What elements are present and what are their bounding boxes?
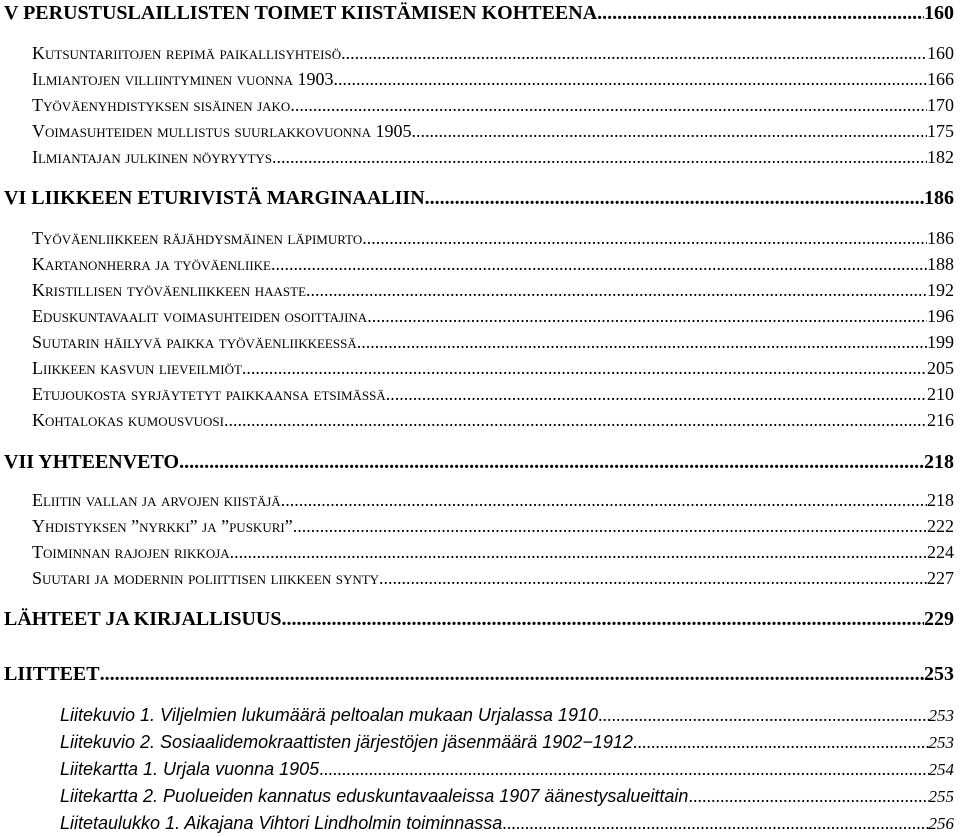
toc-entry-title: Työväenyhdistyksen sisäinen jako — [32, 95, 291, 115]
toc-page-number: 218 — [924, 451, 954, 473]
toc-appendix[interactable] — [60, 732, 954, 753]
toc-page-number: 170 — [927, 95, 954, 115]
toc-entry-title: VII YHTEENVETO — [4, 451, 180, 473]
toc-page-number: 196 — [927, 306, 954, 326]
toc-page-number: 253 — [928, 706, 954, 725]
toc-page-number: 186 — [924, 187, 954, 209]
dot-leader — [362, 228, 927, 249]
toc-page-number: 229 — [924, 608, 954, 630]
toc-entry-title: Liikkeen kasvun lieveilmiöt — [32, 358, 242, 378]
dot-leader — [502, 813, 928, 834]
toc-page-number: 160 — [924, 2, 954, 24]
toc-entry-title: Voimasuhteiden mullistus suurlakkovuonna 1905 — [32, 121, 412, 141]
toc-chapter-v[interactable] — [4, 2, 954, 25]
toc-entry-title: Kristillisen työväenliikkeen haaste — [32, 280, 307, 300]
toc-chapter-vi[interactable] — [4, 187, 954, 210]
toc-entry-title: LIITTEET — [4, 663, 100, 685]
toc-section[interactable] — [32, 358, 954, 379]
toc-section[interactable] — [32, 384, 954, 405]
toc-section[interactable] — [32, 516, 954, 537]
toc-entry-title: Eliitin vallan ja arvojen kiistäjä — [32, 490, 281, 510]
toc-appendix[interactable] — [60, 786, 954, 807]
toc-entry-title: Etujoukosta syrjäytetyt paikkaansa etsimässä — [32, 384, 386, 404]
dot-leader — [367, 306, 927, 327]
dot-leader — [598, 705, 929, 726]
dot-leader — [425, 187, 924, 210]
toc-page-number: 253 — [924, 663, 954, 685]
toc-page-number: 256 — [928, 814, 954, 833]
toc-entry-title: Liitekuvio 2. Sosiaalidemokraattisten järjestöjen jäsenmäärä 1902−1912 — [60, 732, 633, 752]
toc-entry-title: Yhdistyksen ”nyrkki” ja ”puskuri” — [32, 516, 293, 536]
dot-leader — [224, 410, 927, 431]
toc-entry-title: Ilmiantojen villiintyminen vuonna 1903 — [32, 69, 334, 89]
toc-section[interactable] — [32, 228, 954, 249]
dot-leader — [100, 663, 924, 686]
toc-section[interactable] — [32, 306, 954, 327]
toc-section[interactable] — [32, 410, 954, 431]
dot-leader — [341, 43, 927, 64]
dot-leader — [412, 121, 927, 142]
toc-chapter-vii[interactable] — [4, 451, 954, 474]
dot-leader — [306, 280, 927, 301]
toc-section[interactable] — [32, 280, 954, 301]
toc-section[interactable] — [32, 43, 954, 64]
dot-leader — [633, 732, 929, 753]
dot-leader — [597, 2, 924, 25]
dot-leader — [281, 490, 927, 511]
toc-section[interactable] — [32, 147, 954, 168]
toc-appendix[interactable] — [60, 705, 954, 726]
toc-page-number: 224 — [927, 542, 954, 562]
dot-leader — [319, 759, 928, 780]
toc-entry-title: Kutsuntariitojen repimä paikallisyhteisö — [32, 43, 342, 63]
toc-appendix[interactable] — [60, 759, 954, 780]
toc-entry-title: V PERUSTUSLAILLISTEN TOIMET KIISTÄMISEN KOHTEENA — [4, 2, 598, 24]
toc-page-number: 175 — [927, 121, 954, 141]
dot-leader — [271, 254, 927, 275]
dot-leader — [179, 451, 924, 474]
toc-section[interactable] — [32, 568, 954, 589]
toc-entry-title: Suutarin häilyvä paikka työväenliikkeessä — [32, 332, 357, 352]
toc-entry-title: Ilmiantajan julkinen nöyryytys — [32, 147, 272, 167]
toc-page-number: 186 — [927, 228, 954, 248]
toc-section[interactable] — [32, 254, 954, 275]
toc-entry-title: Liitekartta 2. Puolueiden kannatus eduskuntavaaleissa 1907 äänestysalueittain — [60, 786, 689, 806]
toc-entry-title: Eduskuntavaalit voimasuhteiden osoittajina — [32, 306, 368, 326]
toc-section[interactable] — [32, 95, 954, 116]
toc-page-number: 218 — [927, 490, 954, 510]
toc-section[interactable] — [32, 332, 954, 353]
dot-leader — [379, 568, 927, 589]
toc-entry-title: Liitetaulukko 1. Aikajana Vihtori Lindholmin toiminnassa — [60, 813, 503, 833]
toc-section[interactable] — [32, 542, 954, 563]
toc-section[interactable] — [32, 121, 954, 142]
dot-leader — [293, 516, 927, 537]
toc-section[interactable] — [32, 69, 954, 90]
toc-page-number: 222 — [927, 516, 954, 536]
toc-entry-title: Kohtalokas kumousvuosi — [32, 410, 224, 430]
toc-entry-title: Liitekuvio 1. Viljelmien lukumäärä peltoalan mukaan Urjalassa 1910 — [60, 705, 598, 725]
toc-page-number: 182 — [927, 147, 954, 167]
dot-leader — [357, 332, 927, 353]
toc-entry-title: Suutari ja modernin poliittisen liikkeen synty — [32, 568, 380, 588]
toc-entry-title: Toiminnan rajojen rikkoja — [32, 542, 230, 562]
toc-appendix[interactable] — [60, 813, 954, 834]
toc-page-number: 160 — [927, 43, 954, 63]
toc-entry-title: Liitekartta 1. Urjala vuonna 1905 — [60, 759, 320, 779]
dot-leader — [242, 358, 927, 379]
dot-leader — [386, 384, 927, 405]
toc-entry-title: LÄHTEET JA KIRJALLISUUS — [4, 608, 282, 630]
dot-leader — [272, 147, 927, 168]
toc-page-number: 199 — [927, 332, 954, 352]
toc-page-number: 166 — [927, 69, 954, 89]
toc-page-number: 254 — [928, 760, 954, 779]
toc-page-number: 188 — [927, 254, 954, 274]
toc-chapter-sources[interactable] — [4, 608, 954, 631]
toc-page-number: 192 — [927, 280, 954, 300]
dot-leader — [290, 95, 927, 116]
toc-entry-title: Työväenliikkeen räjähdysmäinen läpimurto — [32, 228, 363, 248]
dot-leader — [688, 786, 928, 807]
dot-leader — [282, 608, 925, 631]
toc-entry-title: Kartanonherra ja työväenliike — [32, 254, 271, 274]
toc-page-number: 210 — [927, 384, 954, 404]
toc-page-number: 216 — [927, 410, 954, 430]
toc-section[interactable] — [32, 490, 954, 511]
toc-page-number: 255 — [928, 787, 954, 806]
toc-page-number: 253 — [928, 733, 954, 752]
toc-chapter-appendices[interactable] — [4, 663, 954, 686]
toc-page-number: 227 — [927, 568, 954, 588]
toc-entry-title: VI LIIKKEEN ETURIVISTÄ MARGINAALIIN — [4, 187, 425, 209]
toc-page-number: 205 — [927, 358, 954, 378]
dot-leader — [334, 69, 928, 90]
dot-leader — [230, 542, 927, 563]
